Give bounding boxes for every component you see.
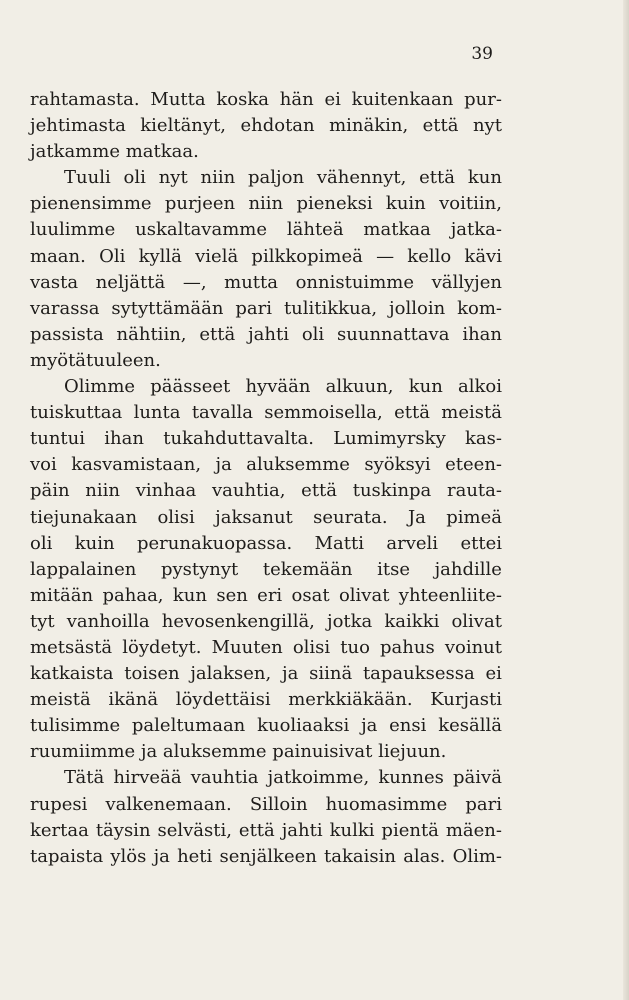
text-line: tuntui ihan tukahduttavalta. Lumimyrsky kas-: [30, 428, 502, 450]
text-line: luulimme uskaltavamme lähteä matkaa jatka-: [30, 219, 502, 241]
paragraph: [30, 765, 502, 869]
text-line: päin niin vinhaa vauhtia, että tuskinpa rauta-: [30, 480, 502, 502]
text-line: tuiskuttaa lunta tavalla semmoisella, että meistä: [30, 402, 502, 424]
text-line: tapaista ylös ja heti senjälkeen takaisin alas. Olim-: [30, 845, 502, 867]
text-line: myötätuuleen.: [30, 349, 161, 371]
text-line: Tätä hirveää vauhtia jatkoimme, kunnes päivä: [64, 767, 502, 789]
text-line: Tuuli oli nyt niin paljon vähennyt, että kun: [64, 167, 502, 189]
text-line: rupesi valkenemaan. Silloin huomasimme pari: [30, 793, 502, 815]
text-line: tulisimme paleltumaan kuoliaaksi ja ensi kesällä: [30, 715, 502, 737]
text-line: metsästä löydetyt. Muuten olisi tuo pahus voinut: [30, 636, 502, 658]
text-line: varassa sytyttämään pari tulitikkua, jolloin kom-: [30, 297, 502, 319]
text-line: pienensimme purjeen niin pieneksi kuin voitiin,: [30, 193, 502, 215]
body-text: [30, 87, 502, 870]
page-number: 39: [471, 44, 493, 64]
text-line: tyt vanhoilla hevosenkengillä, jotka kaikki olivat: [30, 610, 502, 632]
text-line: ruumiimme ja aluksemme painuisivat liejuun.: [30, 741, 447, 763]
text-line: rahtamasta. Mutta koska hän ei kuitenkaan pur-: [30, 89, 502, 110]
text-line: meistä ikänä löydettäisi merkkiäkään. Kurjasti: [30, 689, 502, 711]
text-line: maan. Oli kyllä vielä pilkkopimeä — kello kävi: [30, 245, 502, 267]
text-line: jatkamme matkaa.: [30, 141, 199, 163]
text-line: Olimme päässeet hyvään alkuun, kun alkoi: [64, 376, 502, 398]
text-line: katkaista toisen jalaksen, ja siinä tapauksessa ei: [30, 663, 502, 685]
text-line: oli kuin perunakuopassa. Matti arveli ettei: [30, 532, 502, 554]
text-line: lappalainen pystynyt tekemään itse jahdille: [30, 558, 502, 580]
page-edge: [623, 0, 629, 1000]
paragraph: [30, 374, 502, 765]
text-line: passista nähtiin, että jahti oli suunnattava ihan: [30, 323, 502, 345]
paragraph: [30, 165, 502, 374]
text-line: mitään pahaa, kun sen eri osat olivat yhteenliite-: [30, 584, 502, 606]
text-line: jehtimasta kieltänyt, ehdotan minäkin, että nyt: [30, 115, 502, 137]
text-line: vasta neljättä —, mutta onnistuimme vällyjen: [30, 271, 502, 293]
paragraph: [30, 87, 502, 165]
text-line: tiejunakaan olisi jaksanut seurata. Ja pimeä: [30, 506, 502, 528]
text-line: voi kasvamistaan, ja aluksemme syöksyi eteen-: [30, 454, 502, 476]
text-line: kertaa täysin selvästi, että jahti kulki pientä mäen-: [30, 819, 502, 841]
